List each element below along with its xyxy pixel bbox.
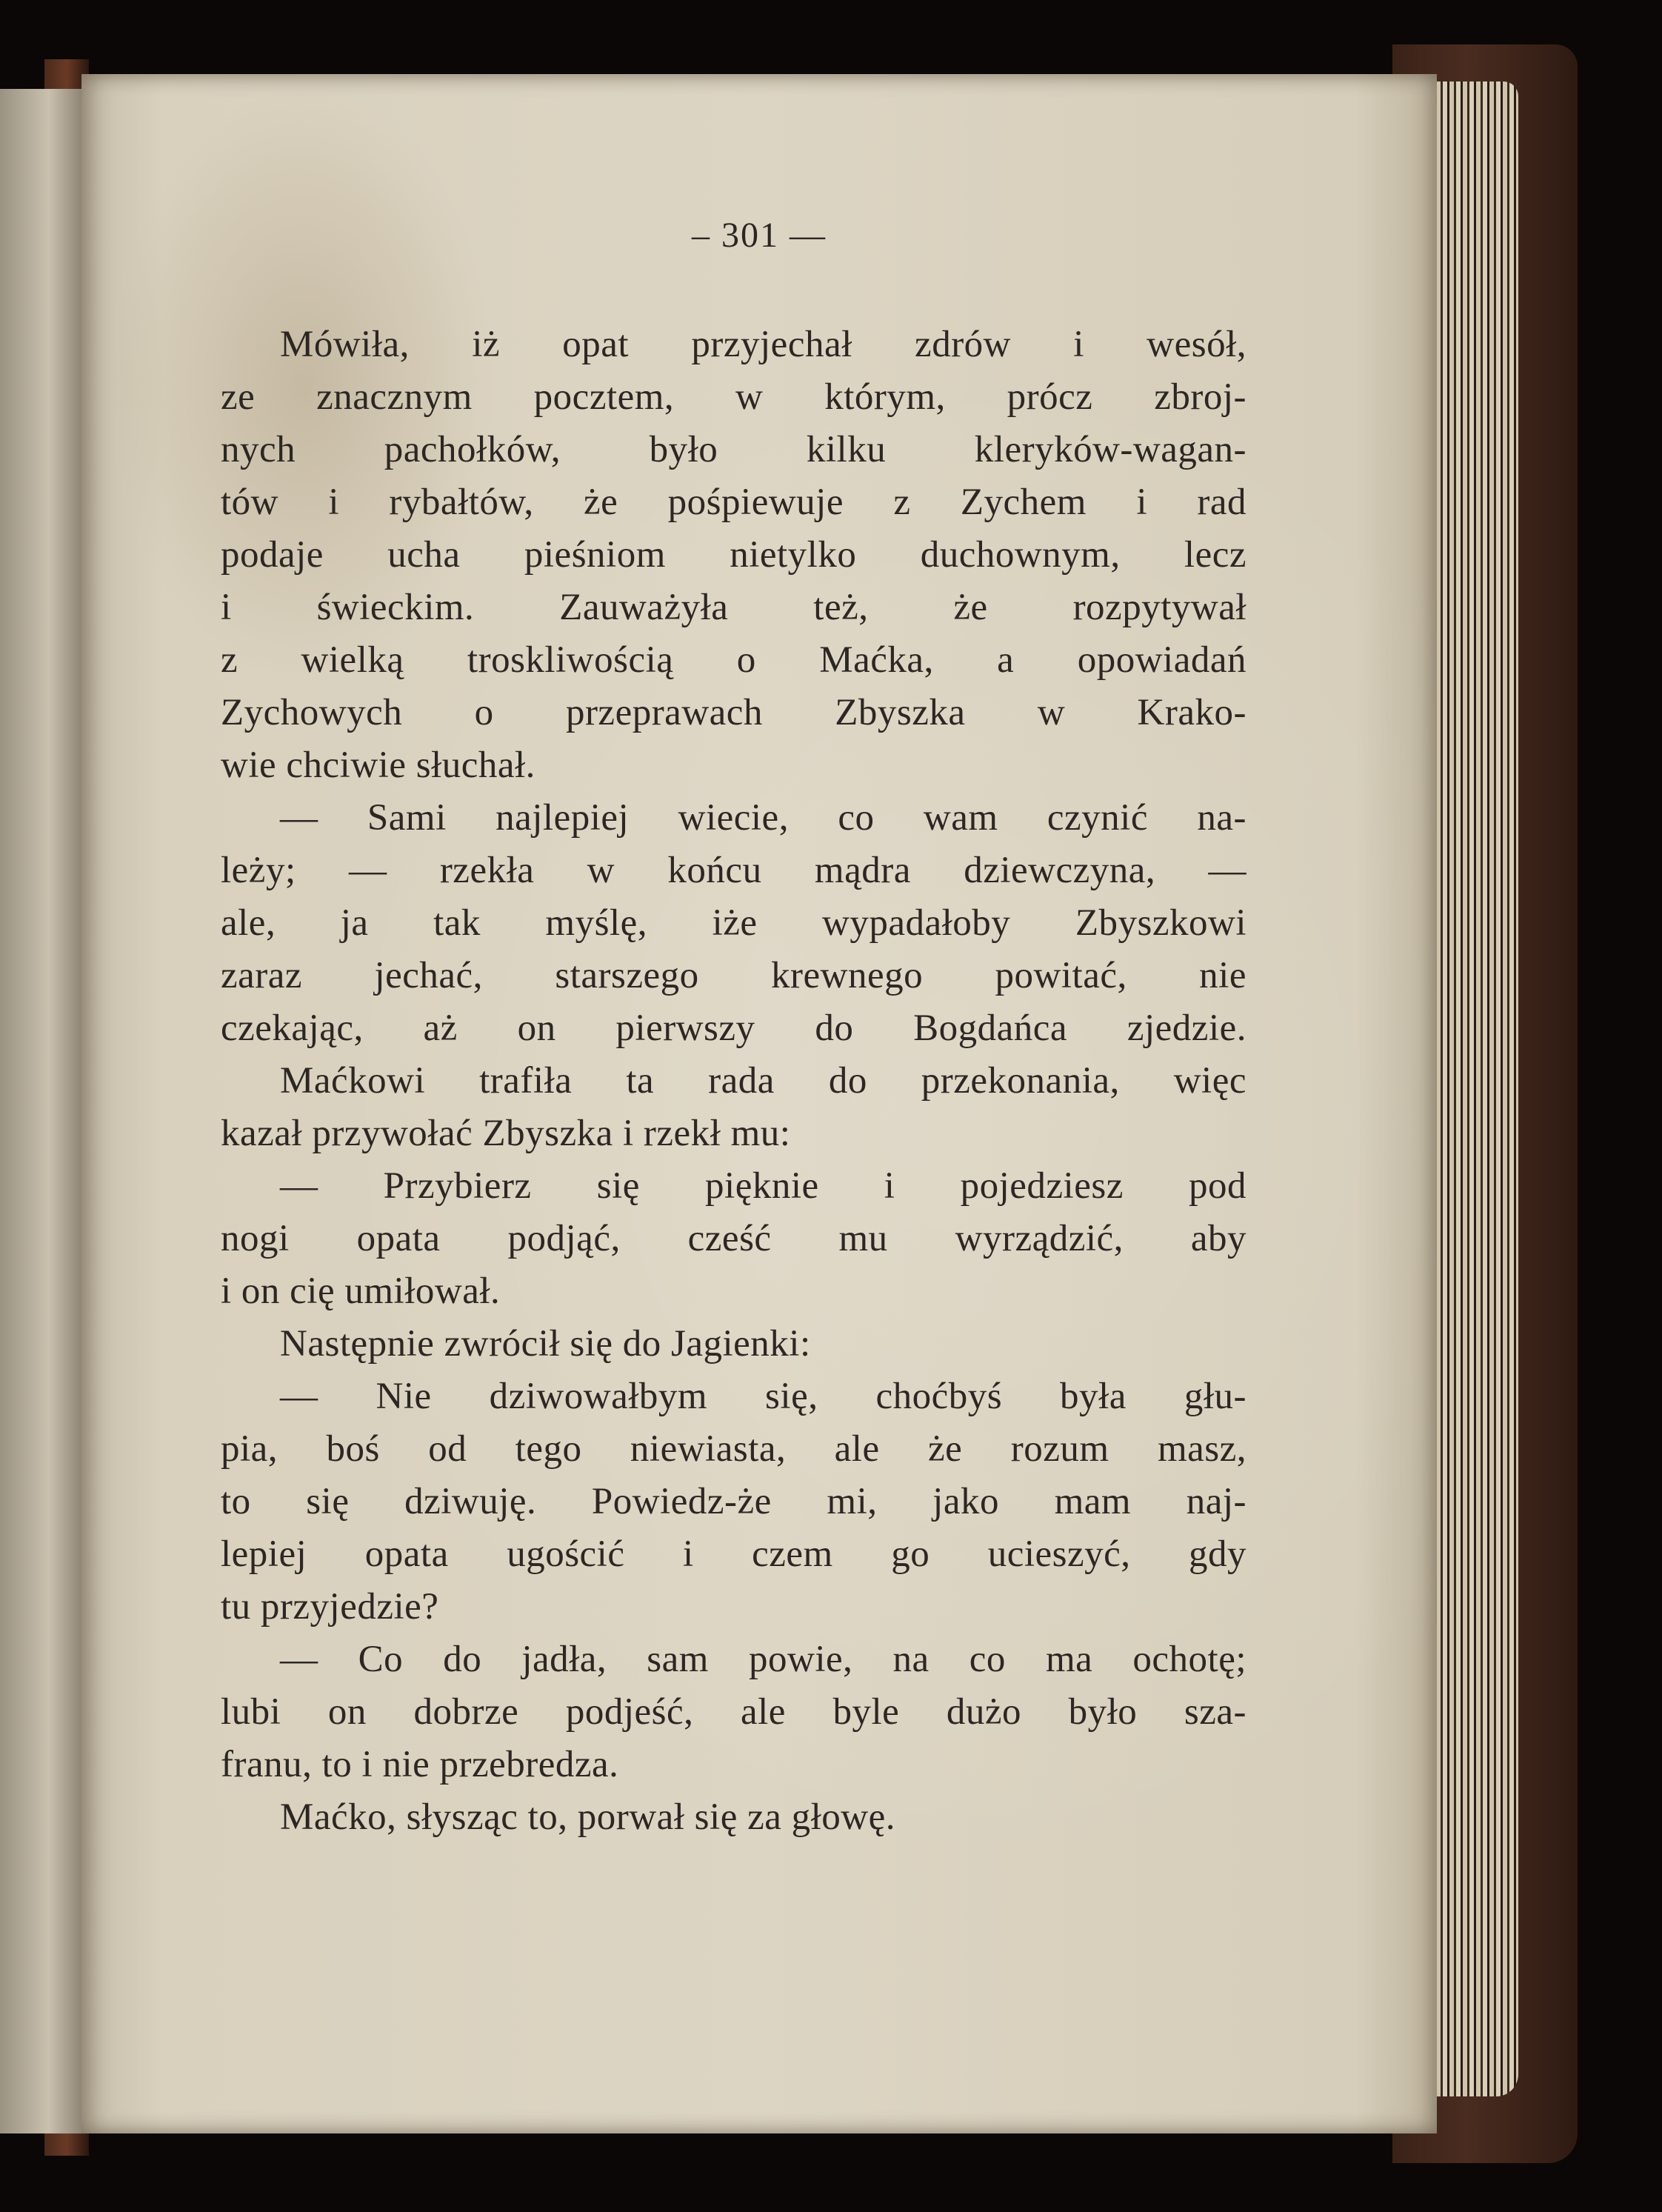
text-line: franu, to i nie przebredza. xyxy=(221,1744,619,1785)
text-line: Mówiła, iż opat przyjechał zdrów i wesół, xyxy=(280,324,1246,365)
text-line: kazał przywołać Zbyszka i rzekł mu: xyxy=(221,1113,791,1154)
page-text-block xyxy=(221,319,1246,1844)
book-page xyxy=(81,74,1437,2133)
text-line: lepiej opata ugościć i czem go ucieszyć, gdy xyxy=(221,1533,1246,1575)
text-line: — Przybierz się pięknie i pojedziesz pod xyxy=(280,1165,1246,1207)
text-line: Następnie zwrócił się do Jagienki: xyxy=(280,1323,811,1365)
text-line: — Sami najlepiej wiecie, co wam czynić na- xyxy=(280,797,1246,839)
text-line: ze znacznym pocztem, w którym, prócz zbroj- xyxy=(221,376,1246,418)
text-line: Maćko, słysząc to, porwał się za głowę. xyxy=(280,1796,895,1838)
text-line: lubi on dobrze podjeść, ale byle dużo było sza- xyxy=(221,1691,1246,1733)
left-page-edge xyxy=(0,89,81,2133)
text-line: nogi opata podjąć, cześć mu wyrządzić, aby xyxy=(221,1218,1246,1259)
text-line: nych pachołków, było kilku kleryków-wagan- xyxy=(221,429,1246,470)
text-line: tu przyjedzie? xyxy=(221,1586,439,1628)
text-line: — Co do jadła, sam powie, na co ma ochotę; xyxy=(280,1639,1246,1680)
text-line: Zychowych o przeprawach Zbyszka w Krako- xyxy=(221,692,1246,733)
text-line: leży; — rzekła w końcu mądra dziewczyna, — xyxy=(221,850,1246,891)
text-line: i on cię umiłował. xyxy=(221,1270,501,1312)
text-line: podaje ucha pieśniom nietylko duchownym, lecz xyxy=(221,534,1246,576)
text-line: czekając, aż on pierwszy do Bogdańca zjedzie. xyxy=(221,1007,1246,1049)
text-line: — Nie dziwowałbym się, choćbyś była głu- xyxy=(280,1376,1246,1417)
text-line: to się dziwuję. Powiedz-że mi, jako mam naj- xyxy=(221,1481,1246,1522)
text-line: pia, boś od tego niewiasta, ale że rozum masz, xyxy=(221,1428,1246,1470)
page-number-header: – 301 — xyxy=(692,216,827,255)
text-line: ale, ja tak myślę, iże wypadałoby Zbyszkowi xyxy=(221,902,1246,944)
text-line: zaraz jechać, starszego krewnego powitać, nie xyxy=(221,955,1246,996)
text-line: i świeckim. Zauważyła też, że rozpytywał xyxy=(221,587,1246,628)
text-line: tów i rybałtów, że pośpiewuje z Zychem i rad xyxy=(221,482,1246,523)
text-line: Maćkowi trafiła ta rada do przekonania, więc xyxy=(280,1060,1246,1102)
text-line: wie chciwie słuchał. xyxy=(221,744,535,786)
text-line: z wielką troskliwością o Maćka, a opowiadań xyxy=(221,639,1246,681)
page-edges-stack xyxy=(1429,81,1518,2096)
